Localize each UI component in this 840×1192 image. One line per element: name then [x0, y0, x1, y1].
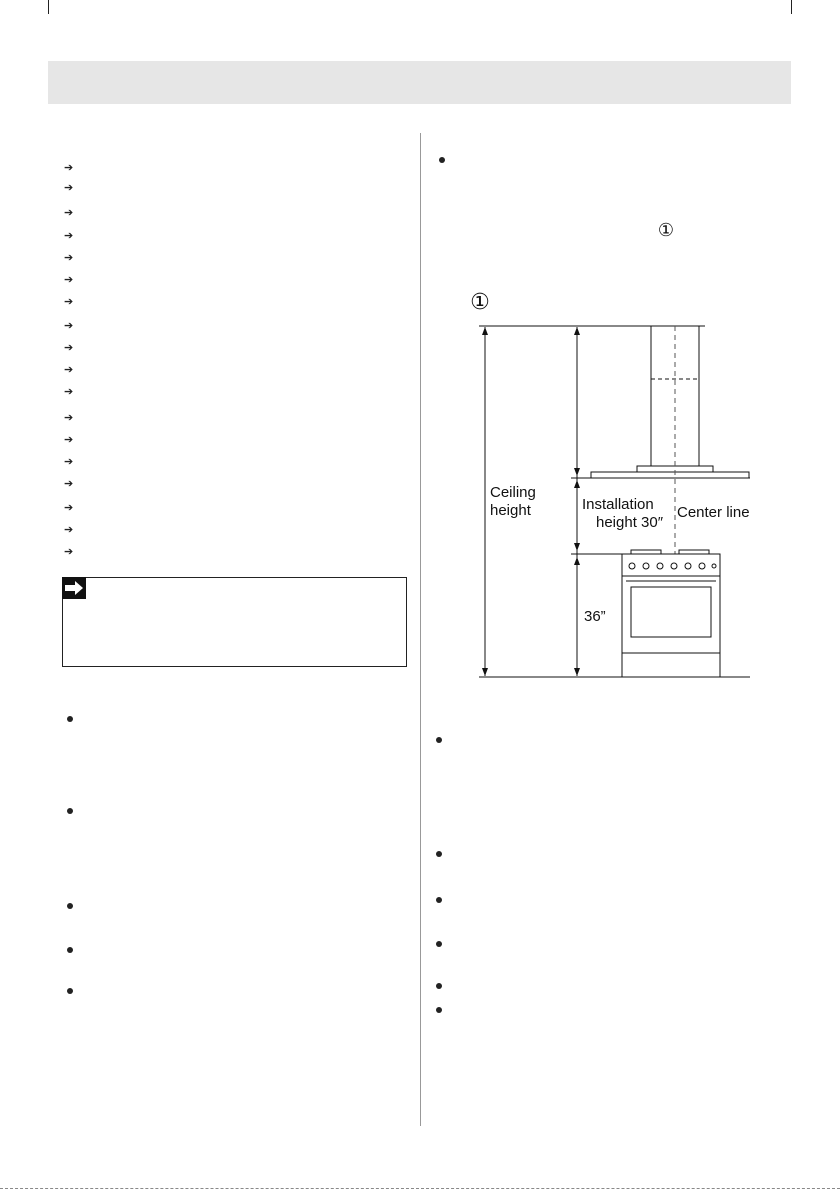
small-arrow-icon: ➔: [64, 230, 74, 242]
bullet-dot: [436, 983, 442, 989]
center-line-label: Center line: [677, 504, 750, 521]
bullet-dot: [67, 947, 73, 953]
small-arrow-icon: ➔: [64, 434, 74, 446]
small-arrow-icon: ➔: [64, 342, 74, 354]
counter-height-label: 36”: [584, 608, 606, 625]
small-arrow-icon: ➔: [64, 546, 74, 558]
arrowhead-icon: [574, 468, 580, 476]
small-arrow-icon: ➔: [64, 296, 74, 308]
hood-canopy: [591, 472, 749, 478]
installation-height-label-line1: Installation: [582, 496, 654, 513]
installation-diagram: [465, 285, 755, 695]
bullet-dot: [436, 897, 442, 903]
burner-grate: [631, 550, 661, 554]
figure-marker: ①: [470, 290, 490, 315]
crop-mark-right: [791, 0, 792, 14]
arrowhead-icon: [574, 668, 580, 676]
small-arrow-icon: ➔: [64, 207, 74, 219]
figure-ref-marker-text: ①: [657, 220, 675, 240]
right-arrow-icon: [62, 577, 86, 599]
small-arrow-icon: ➔: [64, 386, 74, 398]
page-bottom-rule: [0, 1188, 840, 1189]
small-arrow-icon: ➔: [64, 252, 74, 264]
note-box: [62, 577, 407, 667]
ceiling-height-label-line1: Ceiling: [490, 484, 536, 501]
figure-ref-marker: [656, 220, 676, 240]
bullet-dot: [67, 716, 73, 722]
bullet-dot: [67, 808, 73, 814]
bullet-dot: [436, 851, 442, 857]
column-divider: [420, 133, 421, 1126]
small-arrow-icon: ➔: [64, 182, 74, 194]
small-arrow-icon: ➔: [64, 524, 74, 536]
crop-mark-left: [48, 0, 49, 14]
bullet-dot: [67, 903, 73, 909]
bullet-dot: [439, 157, 445, 163]
small-arrow-icon: ➔: [64, 274, 74, 286]
ceiling-height-label-line2: height: [490, 502, 531, 519]
small-arrow-icon: ➔: [64, 412, 74, 424]
small-arrow-icon: ➔: [64, 456, 74, 468]
arrowhead-icon: [574, 327, 580, 335]
small-arrow-icon: ➔: [64, 320, 74, 332]
arrowhead-icon: [482, 668, 488, 676]
burner-grate: [679, 550, 709, 554]
arrowhead-icon: [482, 327, 488, 335]
bullet-dot: [436, 737, 442, 743]
small-arrow-icon: ➔: [64, 478, 74, 490]
arrowhead-icon: [574, 543, 580, 551]
page-header-band: [48, 61, 791, 104]
bullet-dot: [436, 941, 442, 947]
installation-height-label-line2: height 30″: [596, 514, 664, 531]
small-arrow-icon: ➔: [64, 502, 74, 514]
small-arrow-icon: ➔: [64, 364, 74, 376]
bullet-dot: [436, 1007, 442, 1013]
arrowhead-icon: [574, 557, 580, 565]
oven-window: [631, 587, 711, 637]
bullet-dot: [67, 988, 73, 994]
arrowhead-icon: [574, 480, 580, 488]
small-arrow-icon: ➔: [64, 162, 74, 174]
